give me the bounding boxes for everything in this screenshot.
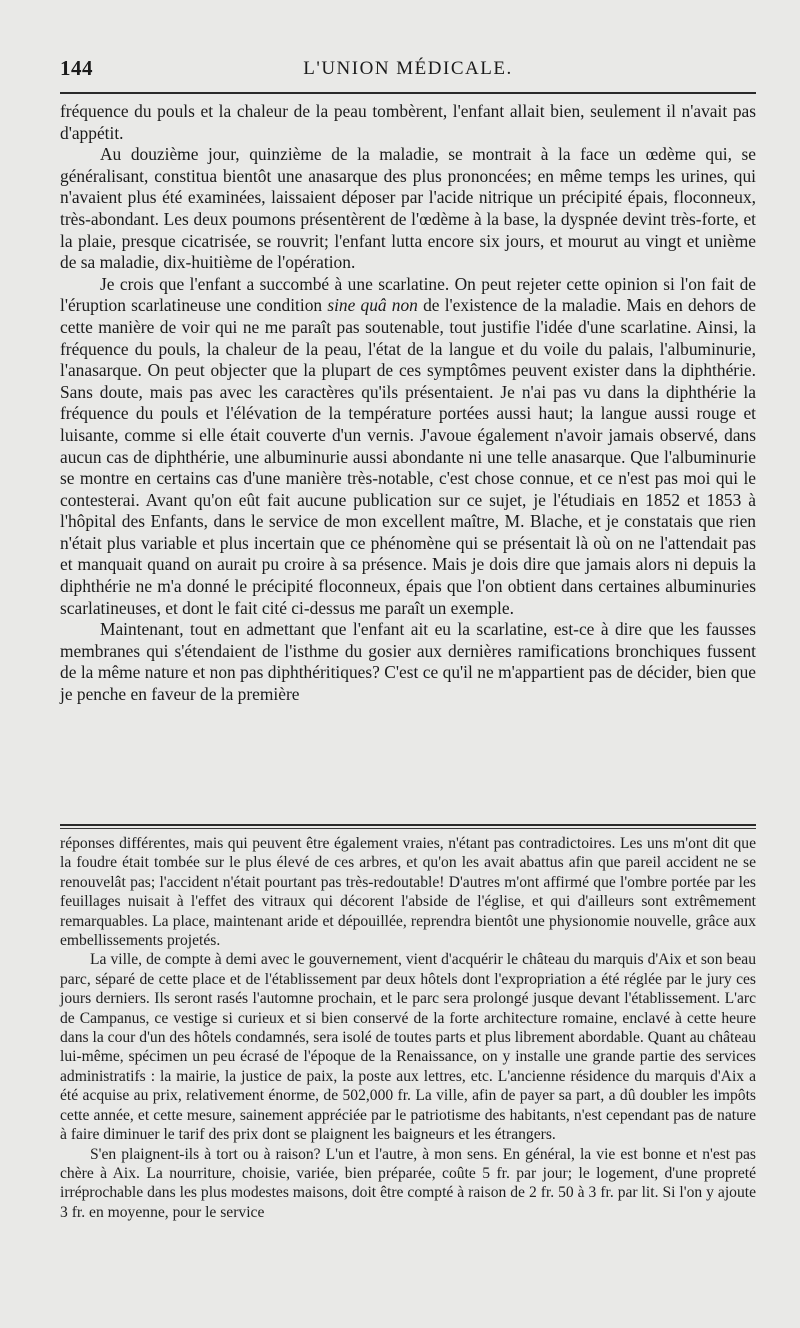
feuilleton-separator-bottom (60, 828, 756, 829)
paragraph-3-text-b: de l'existence de la maladie. Mais en dehors de cette manière de voir qui ne me paraît pas soutenable, tout justifie l'idée d'une scarlatine. Ainsi, la fréquence du pouls, la chaleur de la peau, l'état de la langue et du voile du palais, l'albuminurie, l'anasarque. On peut objecter que la plupart de ces symptômes peuvent exister dans la diphthérie. Sans doute, mais pas avec les caractères qu'ils présentaient. Je n'ai pas vu dans la diphthérie la fréquence du pouls et l'élévation de la température portées aussi haut; la langue aussi rouge et luisante, comme si elle était couverte d'un vernis. J'avoue également n'avoir jamais observé, dans aucun cas de diphthérie, une albuminurie aussi abondante ni une telle anasarque. Que l'albuminurie se montre en certains cas d'une manière très-notable, c'est chose connue, et ce n'est pas moi qui le contesterai. Avant qu'on eût fait aucune publication sur ce sujet, je l'étudiais en 1852 et 1853 à l'hôpital des Enfants, dans le service de mon excellent maître, M. Blache, et je constatais que rien n'était plus variable et plus incertain que ce phénomène qui se présentait là où on ne l'attendait pas et manquait quand on aurait pu croire à sa présence. Mais je dois dire que jamais alors ni depuis la diphthérie ne m'a donné le précipité floconneux, épais que l'on obtient dans certaines albuminuries scarlatineuses, et dont le fait cité ci-dessus me paraît un exemple. (60, 295, 757, 618)
paragraph-3-text-a: Je crois que l'enfant a succombé à une scarlatine. On peut rejeter cette opinion si l'on fait de l'éruption scarlatineuse une condition (60, 273, 756, 316)
header-rule (60, 92, 756, 94)
paragraph-3 (60, 274, 756, 620)
page-header (60, 56, 756, 88)
main-article (60, 101, 756, 706)
feuilleton-paragraph-1: réponses différentes, mais qui peuvent être également vraies, n'étant pas contradictoires. Les uns m'ont dit que la foudre était tombée sur le plus élevé de ces arbres, et qu'on les avait abattus afin que pareil accident ne se renouvelât pas; l'accident n'était pourtant pas très-redoutable! D'autres m'ont affirmé que l'ombre portée par les feuillages nuisait à l'effet des vitraux qui décorent l'abside de l'église, et qui d'ailleurs sont extrêmement remarquables. La place, maintenant aride et dépouillée, reprendra bientôt une physionomie nouvelle, grâce aux embellissements projetés. (60, 835, 756, 950)
page-number: 144 (60, 56, 93, 80)
journal-title: L'UNION MÉDICALE. (303, 58, 513, 79)
feuilleton-separator-top (60, 824, 756, 826)
feuilleton-paragraph-2: La ville, de compte à demi avec le gouvernement, vient d'acquérir le château du marquis d'Aix et son beau parc, séparé de cette place et de l'établissement par deux hôtels dont l'expropriation a été réglée par le jury ces jours derniers. Ils seront rasés l'automne prochain, et le parc sera prolongé jusque devant l'établissement. L'arc de Campanus, ce vestige si curieux et si bien conservé de la forte architecture romaine, enclavé à cette heure dans la cour d'un des hôtels condamnés, sera isolé de toutes parts et plus librement abordable. Quant au château lui-même, spécimen un peu écrasé de l'époque de la Renaissance, on y installe une grande partie des services administratifs : la mairie, la justice de paix, la poste aux lettres, etc. L'ancienne résidence du marquis d'Aix a été acquise au prix, relativement énorme, de 502,000 fr. La ville, afin de payer sa part, a dû doubler les impôts cette année, et cette mesure, sainement appréciée par le patriotisme des habitants, n'est cependant pas de nature à faire diminuer le tarif des prix dont se plaignent les baigneurs et les étrangers. (60, 951, 756, 1144)
feuilleton-paragraph-3: S'en plaignent-ils à tort ou à raison? L'un et l'autre, à mon sens. En général, la vie est bonne et n'est pas chère à Aix. La nourriture, choisie, variée, bien préparée, coûte 5 fr. par jour; le logement, d'une propreté irréprochable dans les plus modestes maisons, doit être compté à raison de 2 fr. 50 à 3 fr. par lit. Si l'on y ajoute 3 fr. en moyenne, pour le service (60, 1145, 756, 1221)
latin-phrase: sine quâ non (327, 295, 418, 316)
paragraph-2: Au douzième jour, quinzième de la maladie, se montrait à la face un œdème qui, se généralisant, constitua bientôt une anasarque des plus prononcées; en même temps les urines, qui n'avaient plus été examinées, laissaient déposer par l'acide nitrique un précipité épais, floconneux, très-abondant. Les deux poumons présentèrent de l'œdème à la base, la dyspnée devint très-forte, et la plaie, presque cicatrisée, se rouvrit; l'enfant lutta encore six jours, et mourut au vingt et unième de sa maladie, dix-huitième de l'opération. (60, 144, 756, 273)
paragraph-4: Maintenant, tout en admettant que l'enfant ait eu la scarlatine, est-ce à dire que les fausses membranes qui s'étendaient de l'isthme du gosier aux dernières ramifications bronchiques fussent de la même nature et non pas diphthéritiques? C'est ce qu'il ne m'appartient pas de décider, bien que je penche en faveur de la première (60, 619, 756, 705)
paragraph-1: fréquence du pouls et la chaleur de la peau tombèrent, l'enfant allait bien, seulement il n'avait pas d'appétit. (60, 101, 756, 143)
feuilleton-section (60, 834, 756, 1222)
